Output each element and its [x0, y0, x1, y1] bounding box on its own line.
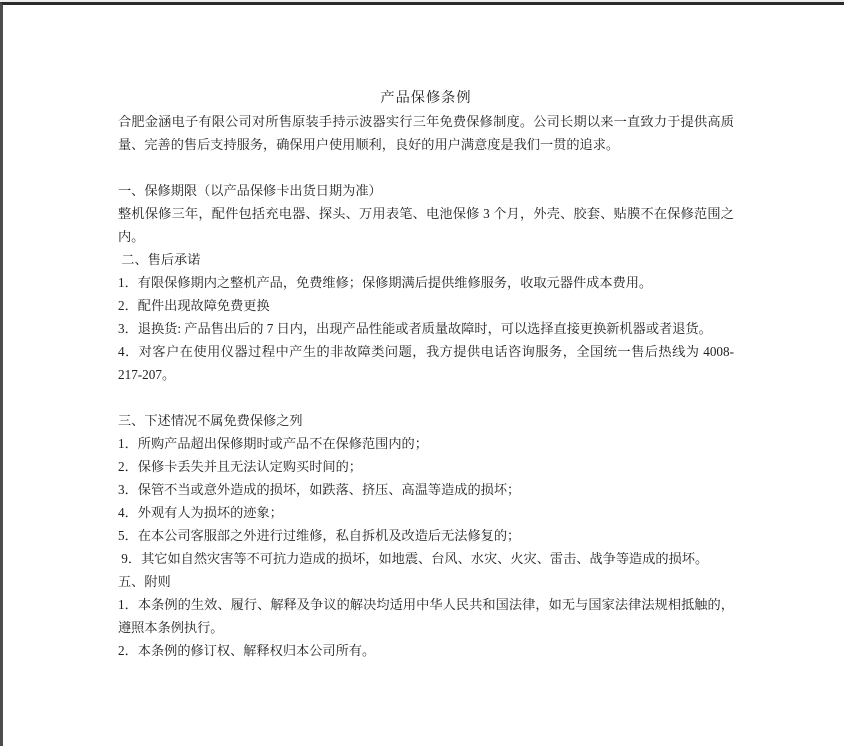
- doc-title: 产品保修条例: [380, 90, 472, 106]
- list-item: 5．在本公司客服部之外进行过维修，私自拆机及改造后无法修复的；: [118, 528, 521, 543]
- list-item: 9．其它如自然灾害等不可抗力造成的损坏，如地震、台风、水灾、火灾、雷击、战争等造成的损坏。: [118, 551, 709, 566]
- section-heading-supplementary: 五、附则: [118, 574, 171, 589]
- section-heading-not-covered: 三、下述情况不属免费保修之列: [118, 413, 303, 428]
- document-content: [118, 87, 734, 662]
- section-not-covered: [118, 409, 734, 570]
- list-item: 2．本条例的修订权、解释权归本公司所有。: [118, 643, 376, 658]
- section-heading-warranty-period: 一、保修期限（以产品保修卡出货日期为准）: [118, 183, 382, 198]
- list-item: 2．保修卡丢失并且无法认定购买时间的；: [118, 459, 362, 474]
- list-item: 1．所购产品超出保修期时或产品不在保修范围内的；: [118, 436, 428, 451]
- list-item: 2．配件出现故障免费更换: [118, 298, 270, 313]
- intro-paragraph: 合肥金涵电子有限公司对所售原装手持示波器实行三年免费保修制度。公司长期以来一直致力于提供高质量、完善的售后支持服务，确保用户使用顺利，良好的用户满意度是我们一贯的追求。: [118, 114, 734, 152]
- document-page: [0, 2, 844, 746]
- list-item: 4．对客户在使用仪器过程中产生的非故障类问题，我方提供电话咨询服务，全国统一售后热线为 4008-217-207。: [118, 344, 734, 382]
- list-item: 3．退换货: 产品售出后的 7 日内，出现产品性能或者质量故障时，可以选择直接更换新机器或者退货。: [118, 321, 712, 336]
- list-item: 1．有限保修期内之整机产品，免费维修；保修期满后提供维修服务，收取元器件成本费用。: [118, 275, 653, 290]
- list-item: 1．本条例的生效、履行、解释及争议的解决均适用中华人民共和国法律，如无与国家法律法规相抵触的，遵照本条例执行。: [118, 597, 734, 635]
- section-after-sales-promise: [118, 248, 734, 386]
- list-item: 4．外观有人为损坏的迹象；: [118, 505, 283, 520]
- section-supplementary: [118, 570, 734, 662]
- section-warranty-period: [118, 179, 734, 248]
- list-item: 3．保管不当或意外造成的损坏，如跌落、挤压、高温等造成的损坏；: [118, 482, 521, 497]
- section-paragraph: 整机保修三年，配件包括充电器、探头、万用表笔、电池保修 3 个月，外壳、胶套、贴膜不在保修范围之内。: [118, 206, 734, 244]
- section-heading-after-sales-promise: 二、售后承诺: [118, 252, 201, 267]
